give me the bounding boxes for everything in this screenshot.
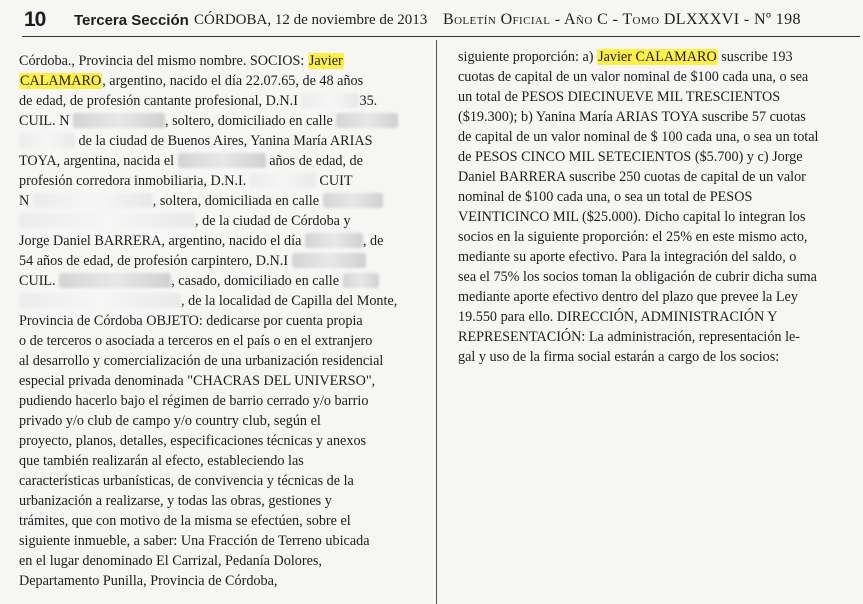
text-span: , soltera, domiciliada en calle [152, 193, 320, 209]
redacted-block [301, 93, 359, 108]
page-header [0, 0, 863, 36]
text-line: o de terceros o asociada a terceros en el país o en el extranjero [19, 333, 373, 349]
redacted-block [59, 273, 171, 288]
text-line [19, 232, 383, 252]
text-line [19, 152, 363, 172]
text-span: , argentino, nacido el día 22.07.65, de 48 años [102, 73, 364, 89]
text-line: que también realizarán al efecto, estableciendo las [19, 453, 304, 469]
text-span: Jorge Daniel BARRERA, argentino, nacido el día [19, 233, 302, 249]
text-line: en el lugar denominado El Carrizal, Pedanía Dolores, [19, 553, 322, 569]
text-span: CUIL. [19, 273, 56, 289]
text-line: pudiendo hacerlo bajo el régimen de barrio cerrado y/o barrio [19, 393, 369, 409]
text-line [19, 172, 353, 192]
section-title: Tercera Sección [74, 12, 189, 29]
text-span: Córdoba., Provincia del mismo nombre. SOCIOS: [19, 53, 305, 69]
text-line: gal y uso de la firma social estarán a cargo de los socios: [458, 349, 780, 365]
text-line: nominal de $100 cada una, o sea un total de PESOS [458, 189, 753, 205]
text-line: siguiente inmueble, a saber: Una Fracción de Terreno ubicada [19, 533, 370, 549]
header-rule [22, 36, 860, 37]
text-line: un total de PESOS DIECINUEVE MIL TRESCIENTOS [458, 89, 781, 105]
text-span: TOYA, argentina, nacida el [19, 153, 175, 169]
text-line: socios en la siguiente proporción: el 25% en este mismo acto, [458, 229, 808, 245]
text-span: 54 años de edad, de profesión carpintero, D.N.I [19, 253, 289, 269]
redacted-block [19, 133, 75, 148]
text-line [19, 252, 366, 272]
text-line: privado y/o club de campo y/o country club, según el [19, 413, 321, 429]
text-span: suscribe 193 [721, 49, 793, 65]
text-line: de capital de un valor nominal de $ 100 cada una, o sea un total [458, 129, 819, 145]
text-line: al desarrollo y comercialización de una urbanización residencial [19, 353, 384, 369]
redacted-block [178, 153, 266, 168]
text-span: años de edad, de [269, 153, 363, 169]
text-line [458, 48, 793, 68]
text-span: CUIL. N [19, 113, 70, 129]
text-line: cuotas de capital de un valor nominal de $100 cada una, o sea [458, 69, 809, 85]
text-line [19, 272, 379, 292]
text-span: de edad, de profesión cantante profesional, D.N.I [19, 93, 298, 109]
text-span: , de [362, 233, 384, 249]
column-divider [436, 40, 437, 604]
text-span: CUIT [319, 173, 353, 189]
text-span: , casado, domiciliado en calle [171, 273, 340, 289]
text-line: sea el 75% los socios toman la obligación de cubrir dicha suma [458, 269, 817, 285]
text-line: urbanización a realizarse, y todas las obras, gestiones y [19, 493, 332, 509]
redacted-block [19, 293, 181, 308]
redacted-block [336, 113, 398, 128]
text-line: mediante aporte efectivo dentro del plazo que prevee la Ley [458, 289, 798, 305]
issue-date: CÓRDOBA, 12 de noviembre de 2013 [194, 12, 428, 28]
text-line: características urbanísticas, de convivencia y técnicas de la [19, 473, 354, 489]
text-span: 35. [359, 93, 378, 109]
redacted-block [250, 173, 316, 188]
text-line [19, 192, 383, 212]
text-span: , de la ciudad de Córdoba y [195, 213, 351, 229]
highlighted-name: Javier [308, 53, 343, 69]
redacted-block [33, 193, 153, 208]
text-line: Departamento Punilla, Provincia de Córdoba, [19, 573, 278, 589]
redacted-block [343, 273, 379, 288]
highlighted-name: Javier CALAMARO [598, 49, 717, 65]
text-line: proyecto, planos, detalles, especificaciones técnicas y anexos [19, 433, 367, 449]
redacted-block [73, 113, 165, 128]
text-span: de la ciudad de Buenos Aires, Yanina María ARIAS [78, 133, 373, 149]
highlighted-name: CALAMARO [20, 73, 102, 89]
text-span: , de la localidad de Capilla del Monte, [181, 293, 398, 309]
text-line [19, 92, 377, 112]
text-line [19, 52, 344, 72]
text-line [19, 112, 398, 132]
text-line: Daniel BARRERA suscribe 250 cuotas de capital de un valor [458, 169, 806, 185]
text-span: siguiente proporción: a) [458, 49, 594, 65]
text-span: N [19, 193, 30, 209]
page-number: 10 [24, 8, 46, 31]
text-line: mediante su aporte efectivo. Para la integración del saldo, o [458, 249, 797, 265]
publication-title: Boletín Oficial - Año C - Tomo DLXXXVI - Nº 198 [443, 11, 801, 28]
text-line [19, 72, 363, 92]
text-line [19, 212, 351, 232]
text-line [19, 292, 397, 312]
redacted-block [292, 253, 366, 268]
text-line: trámites, que con motivo de la misma se efectúen, sobre el [19, 513, 351, 529]
text-line: 19.550 para ello. DIRECCIÓN, ADMINISTRACIÓN Y [458, 309, 778, 325]
redacted-block [19, 213, 195, 228]
text-line: VEINTICINCO MIL ($25.000). Dicho capital lo integran los [458, 209, 806, 225]
text-span: profesión corredora inmobiliaria, D.N.I. [19, 173, 247, 189]
text-line [19, 132, 373, 152]
text-line: de PESOS CINCO MIL SETECIENTOS ($5.700) y c) Jorge [458, 149, 803, 165]
text-line: REPRESENTACIÓN: La administración, representación le- [458, 329, 801, 345]
text-line: especial privada denominada "CHACRAS DEL UNIVERSO", [19, 373, 376, 389]
text-span: , soltero, domiciliado en calle [165, 113, 333, 129]
redacted-block [305, 233, 363, 248]
text-line: ($19.300); b) Yanina María ARIAS TOYA suscribe 57 cuotas [458, 109, 806, 125]
text-line: Provincia de Córdoba OBJETO: dedicarse por cuenta propia [19, 313, 363, 329]
redacted-block [323, 193, 383, 208]
